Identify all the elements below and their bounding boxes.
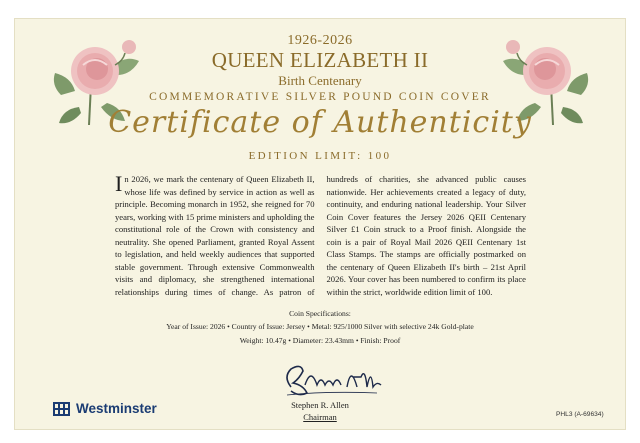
specs-line: Weight: 10.47g • Diameter: 23.43mm • Finish: Proof xyxy=(239,336,401,345)
body-paragraph: n 2026, we mark the centenary of Queen Elizabeth II, whose life was defined by service in action as well as principle. Becoming monarch in 1952, she reigned for 70 years, working with 15 prime ministers and upholding the constitutional role of the Crown with consistency and neutrality. She opened Parliament, granted Royal Assent to legislation, and held weekly audiences that supported stable government. Through extensive Commonwealth visits and diplomacy, she strengthened international relationships during times of change. As patron of hundreds of charities, she advanced public causes nationwide. Her achievements created a legacy of duty, continuity, and enduring national leadership. Your Silver Coin Cover features the Jersey 2026 QEII Centenary Silver £1 Coin struck to a Proof finish. Alongside the coin is a pair of Royal Mail 2026 QEII Centenary 1st Class Stamps. The stamps are officially postmarked on the centenary of Queen Elizabeth II's birth – 21st April 2026. Your cover has been numbered to confirm its place within the strict, worldwide edition limit of 100. xyxy=(115,174,526,297)
page-title: QUEEN ELIZABETH II xyxy=(211,48,429,72)
certificate-card xyxy=(14,18,626,430)
cover-heading: COMMEMORATIVE SILVER POUND COIN COVER xyxy=(149,91,491,103)
specs-line: Year of Issue: 2026 • Country of Issue: Jersey • Metal: 925/1000 Silver with selective 24k Gold-plate xyxy=(166,322,474,331)
specs-title: Coin Specifications: xyxy=(289,309,351,318)
westminster-logo xyxy=(53,401,157,416)
body-text xyxy=(115,173,526,298)
signer-name: Stephen R. Allen xyxy=(291,400,349,410)
drop-cap: I xyxy=(115,171,123,196)
westminster-logo-icon xyxy=(53,402,70,416)
signer-role: Chairman xyxy=(303,412,337,422)
signature xyxy=(277,357,387,399)
certificate-heading: Certificate of Authenticity xyxy=(108,105,532,140)
subtitle: Birth Centenary xyxy=(278,73,362,88)
edition-limit: EDITION LIMIT: 100 xyxy=(248,150,392,162)
years-heading: 1926-2026 xyxy=(287,33,353,48)
brand-name: Westminster xyxy=(76,401,157,416)
reference-code: PHL3 (A-69634) xyxy=(556,411,604,418)
